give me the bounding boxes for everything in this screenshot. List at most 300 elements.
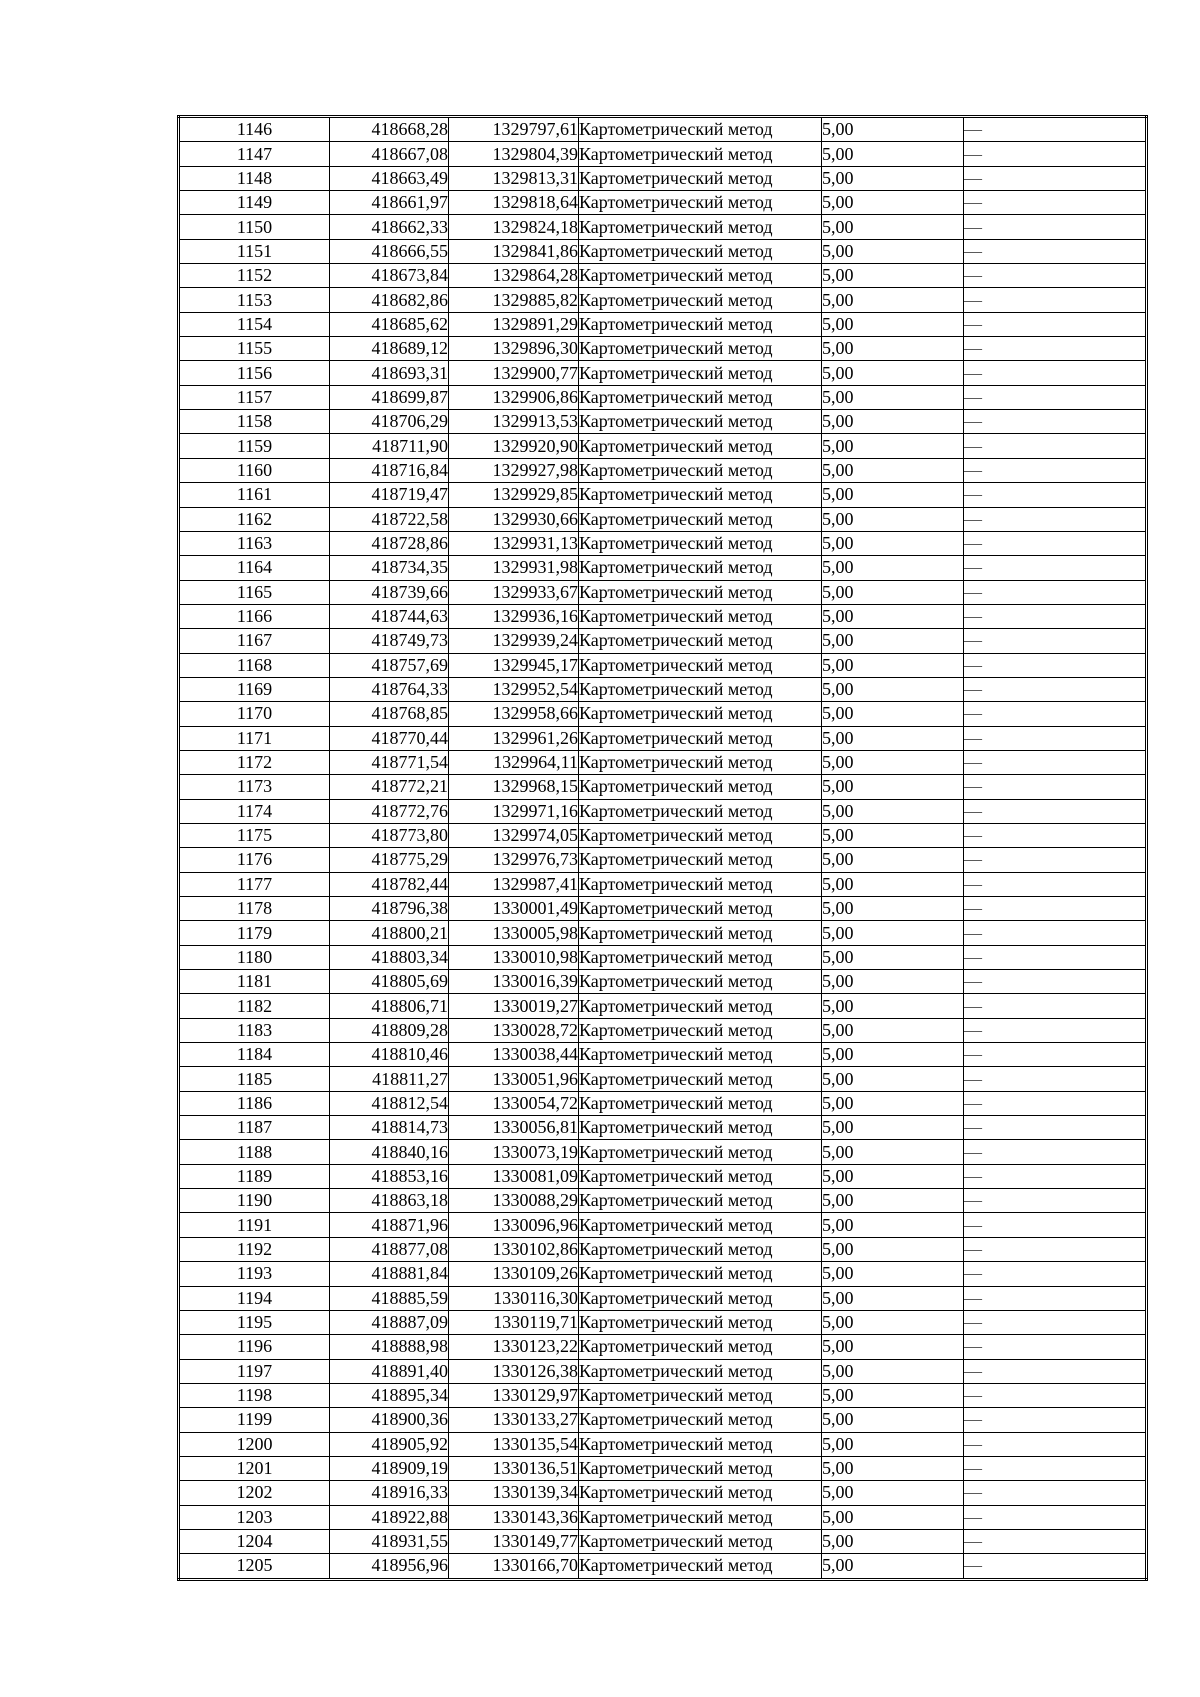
x-coordinate-cell: 418661,97	[330, 191, 449, 215]
table-row	[179, 1505, 1147, 1529]
y-coordinate-cell: 1330136,51	[449, 1456, 579, 1480]
method-cell: Картометрический метод	[579, 945, 822, 969]
accuracy-cell: 5,00	[822, 1359, 964, 1383]
point-number-cell: 1164	[179, 556, 330, 580]
y-coordinate-cell: 1329864,28	[449, 264, 579, 288]
x-coordinate-cell: 418685,62	[330, 312, 449, 336]
table-row	[179, 653, 1147, 677]
description-cell: —	[964, 994, 1147, 1018]
x-coordinate-cell: 418877,08	[330, 1237, 449, 1261]
method-cell: Картометрический метод	[579, 1262, 822, 1286]
method-cell: Картометрический метод	[579, 1018, 822, 1042]
table-row	[179, 1481, 1147, 1505]
point-number-cell: 1171	[179, 726, 330, 750]
table-row	[179, 1456, 1147, 1480]
table-row	[179, 458, 1147, 482]
table-row	[179, 434, 1147, 458]
accuracy-cell: 5,00	[822, 361, 964, 385]
description-cell: —	[964, 215, 1147, 239]
method-cell: Картометрический метод	[579, 775, 822, 799]
point-number-cell: 1149	[179, 191, 330, 215]
x-coordinate-cell: 418806,71	[330, 994, 449, 1018]
description-cell: —	[964, 312, 1147, 336]
x-coordinate-cell: 418768,85	[330, 702, 449, 726]
point-number-cell: 1147	[179, 142, 330, 166]
x-coordinate-cell: 418909,19	[330, 1456, 449, 1480]
method-cell: Картометрический метод	[579, 848, 822, 872]
x-coordinate-cell: 418931,55	[330, 1529, 449, 1553]
method-cell: Картометрический метод	[579, 1237, 822, 1261]
y-coordinate-cell: 1330088,29	[449, 1189, 579, 1213]
table-row	[179, 1067, 1147, 1091]
description-cell: —	[964, 434, 1147, 458]
y-coordinate-cell: 1329913,53	[449, 410, 579, 434]
table-row	[179, 288, 1147, 312]
y-coordinate-cell: 1329930,66	[449, 507, 579, 531]
description-cell: —	[964, 1359, 1147, 1383]
accuracy-cell: 5,00	[822, 1408, 964, 1432]
accuracy-cell: 5,00	[822, 677, 964, 701]
table-row	[179, 264, 1147, 288]
table-row	[179, 337, 1147, 361]
point-number-cell: 1190	[179, 1189, 330, 1213]
x-coordinate-cell: 418905,92	[330, 1432, 449, 1456]
x-coordinate-cell: 418739,66	[330, 580, 449, 604]
accuracy-cell: 5,00	[822, 604, 964, 628]
y-coordinate-cell: 1329987,41	[449, 872, 579, 896]
description-cell: —	[964, 1432, 1147, 1456]
description-cell: —	[964, 1140, 1147, 1164]
description-cell: —	[964, 239, 1147, 263]
method-cell: Картометрический метод	[579, 1554, 822, 1579]
accuracy-cell: 5,00	[822, 750, 964, 774]
accuracy-cell: 5,00	[822, 872, 964, 896]
table-row	[179, 1213, 1147, 1237]
x-coordinate-cell: 418770,44	[330, 726, 449, 750]
description-cell: —	[964, 507, 1147, 531]
accuracy-cell: 5,00	[822, 702, 964, 726]
method-cell: Картометрический метод	[579, 1432, 822, 1456]
accuracy-cell: 5,00	[822, 580, 964, 604]
accuracy-cell: 5,00	[822, 1164, 964, 1188]
description-cell: —	[964, 410, 1147, 434]
table-row	[179, 702, 1147, 726]
description-cell: —	[964, 1408, 1147, 1432]
y-coordinate-cell: 1330056,81	[449, 1116, 579, 1140]
x-coordinate-cell: 418728,86	[330, 531, 449, 555]
description-cell: —	[964, 1067, 1147, 1091]
description-cell: —	[964, 142, 1147, 166]
point-number-cell: 1176	[179, 848, 330, 872]
method-cell: Картометрический метод	[579, 897, 822, 921]
point-number-cell: 1181	[179, 970, 330, 994]
description-cell: —	[964, 872, 1147, 896]
x-coordinate-cell: 418956,96	[330, 1554, 449, 1579]
method-cell: Картометрический метод	[579, 1164, 822, 1188]
method-cell: Картометрический метод	[579, 750, 822, 774]
description-cell: —	[964, 604, 1147, 628]
table-row	[179, 1237, 1147, 1261]
accuracy-cell: 5,00	[822, 653, 964, 677]
accuracy-cell: 5,00	[822, 410, 964, 434]
point-number-cell: 1197	[179, 1359, 330, 1383]
point-number-cell: 1162	[179, 507, 330, 531]
x-coordinate-cell: 418922,88	[330, 1505, 449, 1529]
method-cell: Картометрический метод	[579, 604, 822, 628]
accuracy-cell: 5,00	[822, 1310, 964, 1334]
accuracy-cell: 5,00	[822, 1213, 964, 1237]
x-coordinate-cell: 418782,44	[330, 872, 449, 896]
point-number-cell: 1151	[179, 239, 330, 263]
method-cell: Картометрический метод	[579, 1043, 822, 1067]
method-cell: Картометрический метод	[579, 385, 822, 409]
y-coordinate-cell: 1330019,27	[449, 994, 579, 1018]
table-row	[179, 385, 1147, 409]
x-coordinate-cell: 418716,84	[330, 458, 449, 482]
accuracy-cell: 5,00	[822, 897, 964, 921]
accuracy-cell: 5,00	[822, 970, 964, 994]
x-coordinate-cell: 418895,34	[330, 1383, 449, 1407]
description-cell: —	[964, 264, 1147, 288]
point-number-cell: 1175	[179, 823, 330, 847]
x-coordinate-cell: 418719,47	[330, 483, 449, 507]
description-cell: —	[964, 945, 1147, 969]
accuracy-cell: 5,00	[822, 434, 964, 458]
point-number-cell: 1173	[179, 775, 330, 799]
point-number-cell: 1203	[179, 1505, 330, 1529]
description-cell: —	[964, 921, 1147, 945]
point-number-cell: 1169	[179, 677, 330, 701]
table-row	[179, 677, 1147, 701]
table-row	[179, 142, 1147, 166]
table-row	[179, 945, 1147, 969]
method-cell: Картометрический метод	[579, 629, 822, 653]
accuracy-cell: 5,00	[822, 945, 964, 969]
x-coordinate-cell: 418706,29	[330, 410, 449, 434]
x-coordinate-cell: 418771,54	[330, 750, 449, 774]
table-row	[179, 166, 1147, 190]
method-cell: Картометрический метод	[579, 1408, 822, 1432]
y-coordinate-cell: 1330102,86	[449, 1237, 579, 1261]
x-coordinate-cell: 418840,16	[330, 1140, 449, 1164]
description-cell: —	[964, 385, 1147, 409]
x-coordinate-cell: 418667,08	[330, 142, 449, 166]
method-cell: Картометрический метод	[579, 556, 822, 580]
method-cell: Картометрический метод	[579, 1286, 822, 1310]
table-row	[179, 580, 1147, 604]
accuracy-cell: 5,00	[822, 556, 964, 580]
y-coordinate-cell: 1330051,96	[449, 1067, 579, 1091]
description-cell: —	[964, 799, 1147, 823]
accuracy-cell: 5,00	[822, 1043, 964, 1067]
accuracy-cell: 5,00	[822, 1529, 964, 1553]
point-number-cell: 1158	[179, 410, 330, 434]
accuracy-cell: 5,00	[822, 1481, 964, 1505]
table-row	[179, 191, 1147, 215]
method-cell: Картометрический метод	[579, 507, 822, 531]
accuracy-cell: 5,00	[822, 1018, 964, 1042]
point-number-cell: 1153	[179, 288, 330, 312]
method-cell: Картометрический метод	[579, 823, 822, 847]
accuracy-cell: 5,00	[822, 1189, 964, 1213]
accuracy-cell: 5,00	[822, 1383, 964, 1407]
method-cell: Картометрический метод	[579, 288, 822, 312]
x-coordinate-cell: 418891,40	[330, 1359, 449, 1383]
y-coordinate-cell: 1330119,71	[449, 1310, 579, 1334]
point-number-cell: 1196	[179, 1335, 330, 1359]
x-coordinate-cell: 418814,73	[330, 1116, 449, 1140]
description-cell: —	[964, 580, 1147, 604]
y-coordinate-cell: 1330149,77	[449, 1529, 579, 1553]
y-coordinate-cell: 1329931,98	[449, 556, 579, 580]
y-coordinate-cell: 1329952,54	[449, 677, 579, 701]
table-row	[179, 897, 1147, 921]
point-number-cell: 1204	[179, 1529, 330, 1553]
method-cell: Картометрический метод	[579, 1335, 822, 1359]
y-coordinate-cell: 1330109,26	[449, 1262, 579, 1286]
method-cell: Картометрический метод	[579, 580, 822, 604]
point-number-cell: 1195	[179, 1310, 330, 1334]
description-cell: —	[964, 1554, 1147, 1579]
y-coordinate-cell: 1330081,09	[449, 1164, 579, 1188]
method-cell: Картометрический метод	[579, 1310, 822, 1334]
method-cell: Картометрический метод	[579, 215, 822, 239]
point-number-cell: 1165	[179, 580, 330, 604]
point-number-cell: 1177	[179, 872, 330, 896]
description-cell: —	[964, 726, 1147, 750]
y-coordinate-cell: 1329900,77	[449, 361, 579, 385]
method-cell: Картометрический метод	[579, 1067, 822, 1091]
description-cell: —	[964, 1043, 1147, 1067]
accuracy-cell: 5,00	[822, 1237, 964, 1261]
x-coordinate-cell: 418871,96	[330, 1213, 449, 1237]
point-number-cell: 1185	[179, 1067, 330, 1091]
y-coordinate-cell: 1329797,61	[449, 117, 579, 142]
table-row	[179, 726, 1147, 750]
point-number-cell: 1198	[179, 1383, 330, 1407]
y-coordinate-cell: 1330129,97	[449, 1383, 579, 1407]
table-row	[179, 556, 1147, 580]
method-cell: Картометрический метод	[579, 872, 822, 896]
description-cell: —	[964, 702, 1147, 726]
description-cell: —	[964, 823, 1147, 847]
table-row	[179, 750, 1147, 774]
description-cell: —	[964, 556, 1147, 580]
method-cell: Картометрический метод	[579, 483, 822, 507]
method-cell: Картометрический метод	[579, 921, 822, 945]
description-cell: —	[964, 848, 1147, 872]
point-number-cell: 1159	[179, 434, 330, 458]
y-coordinate-cell: 1330001,49	[449, 897, 579, 921]
accuracy-cell: 5,00	[822, 312, 964, 336]
y-coordinate-cell: 1330116,30	[449, 1286, 579, 1310]
description-cell: —	[964, 117, 1147, 142]
y-coordinate-cell: 1329885,82	[449, 288, 579, 312]
method-cell: Картометрический метод	[579, 1359, 822, 1383]
table-row	[179, 483, 1147, 507]
accuracy-cell: 5,00	[822, 1286, 964, 1310]
method-cell: Картометрический метод	[579, 410, 822, 434]
description-cell: —	[964, 1237, 1147, 1261]
description-cell: —	[964, 531, 1147, 555]
description-cell: —	[964, 1164, 1147, 1188]
y-coordinate-cell: 1330126,38	[449, 1359, 579, 1383]
x-coordinate-cell: 418853,16	[330, 1164, 449, 1188]
accuracy-cell: 5,00	[822, 288, 964, 312]
point-number-cell: 1192	[179, 1237, 330, 1261]
point-number-cell: 1180	[179, 945, 330, 969]
description-cell: —	[964, 1505, 1147, 1529]
x-coordinate-cell: 418693,31	[330, 361, 449, 385]
accuracy-cell: 5,00	[822, 142, 964, 166]
y-coordinate-cell: 1330028,72	[449, 1018, 579, 1042]
x-coordinate-cell: 418749,73	[330, 629, 449, 653]
table-row	[179, 215, 1147, 239]
accuracy-cell: 5,00	[822, 921, 964, 945]
description-cell: —	[964, 1383, 1147, 1407]
table-row	[179, 1383, 1147, 1407]
method-cell: Картометрический метод	[579, 337, 822, 361]
table-row	[179, 1018, 1147, 1042]
description-cell: —	[964, 653, 1147, 677]
x-coordinate-cell: 418772,76	[330, 799, 449, 823]
accuracy-cell: 5,00	[822, 1456, 964, 1480]
x-coordinate-cell: 418809,28	[330, 1018, 449, 1042]
y-coordinate-cell: 1329813,31	[449, 166, 579, 190]
description-cell: —	[964, 1189, 1147, 1213]
y-coordinate-cell: 1329961,26	[449, 726, 579, 750]
table-row	[179, 1310, 1147, 1334]
description-cell: —	[964, 337, 1147, 361]
x-coordinate-cell: 418662,33	[330, 215, 449, 239]
method-cell: Картометрический метод	[579, 1529, 822, 1553]
table-row	[179, 872, 1147, 896]
point-number-cell: 1152	[179, 264, 330, 288]
description-cell: —	[964, 458, 1147, 482]
x-coordinate-cell: 418803,34	[330, 945, 449, 969]
x-coordinate-cell: 418805,69	[330, 970, 449, 994]
method-cell: Картометрический метод	[579, 799, 822, 823]
accuracy-cell: 5,00	[822, 1091, 964, 1115]
x-coordinate-cell: 418885,59	[330, 1286, 449, 1310]
description-cell: —	[964, 750, 1147, 774]
accuracy-cell: 5,00	[822, 799, 964, 823]
point-number-cell: 1154	[179, 312, 330, 336]
y-coordinate-cell: 1329964,11	[449, 750, 579, 774]
point-number-cell: 1202	[179, 1481, 330, 1505]
description-cell: —	[964, 677, 1147, 701]
description-cell: —	[964, 1286, 1147, 1310]
table-row	[179, 1286, 1147, 1310]
x-coordinate-cell: 418810,46	[330, 1043, 449, 1067]
y-coordinate-cell: 1329936,16	[449, 604, 579, 628]
coordinates-table-body	[179, 117, 1147, 1580]
description-cell: —	[964, 1456, 1147, 1480]
table-row	[179, 604, 1147, 628]
y-coordinate-cell: 1329945,17	[449, 653, 579, 677]
x-coordinate-cell: 418663,49	[330, 166, 449, 190]
y-coordinate-cell: 1329976,73	[449, 848, 579, 872]
description-cell: —	[964, 1262, 1147, 1286]
y-coordinate-cell: 1329939,24	[449, 629, 579, 653]
point-number-cell: 1188	[179, 1140, 330, 1164]
description-cell: —	[964, 361, 1147, 385]
accuracy-cell: 5,00	[822, 458, 964, 482]
table-row	[179, 970, 1147, 994]
point-number-cell: 1187	[179, 1116, 330, 1140]
y-coordinate-cell: 1329971,16	[449, 799, 579, 823]
x-coordinate-cell: 418773,80	[330, 823, 449, 847]
point-number-cell: 1174	[179, 799, 330, 823]
method-cell: Картометрический метод	[579, 239, 822, 263]
point-number-cell: 1170	[179, 702, 330, 726]
x-coordinate-cell: 418668,28	[330, 117, 449, 142]
point-number-cell: 1182	[179, 994, 330, 1018]
x-coordinate-cell: 418734,35	[330, 556, 449, 580]
x-coordinate-cell: 418916,33	[330, 1481, 449, 1505]
point-number-cell: 1155	[179, 337, 330, 361]
table-row	[179, 1043, 1147, 1067]
description-cell: —	[964, 629, 1147, 653]
accuracy-cell: 5,00	[822, 726, 964, 750]
point-number-cell: 1183	[179, 1018, 330, 1042]
x-coordinate-cell: 418711,90	[330, 434, 449, 458]
method-cell: Картометрический метод	[579, 264, 822, 288]
table-row	[179, 1335, 1147, 1359]
point-number-cell: 1194	[179, 1286, 330, 1310]
point-number-cell: 1172	[179, 750, 330, 774]
y-coordinate-cell: 1329920,90	[449, 434, 579, 458]
method-cell: Картометрический метод	[579, 166, 822, 190]
x-coordinate-cell: 418881,84	[330, 1262, 449, 1286]
method-cell: Картометрический метод	[579, 361, 822, 385]
y-coordinate-cell: 1329927,98	[449, 458, 579, 482]
x-coordinate-cell: 418689,12	[330, 337, 449, 361]
table-row	[179, 1432, 1147, 1456]
table-row	[179, 1091, 1147, 1115]
point-number-cell: 1146	[179, 117, 330, 142]
accuracy-cell: 5,00	[822, 1554, 964, 1579]
y-coordinate-cell: 1329906,86	[449, 385, 579, 409]
accuracy-cell: 5,00	[822, 483, 964, 507]
y-coordinate-cell: 1330166,70	[449, 1554, 579, 1579]
y-coordinate-cell: 1329974,05	[449, 823, 579, 847]
accuracy-cell: 5,00	[822, 848, 964, 872]
point-number-cell: 1166	[179, 604, 330, 628]
method-cell: Картометрический метод	[579, 994, 822, 1018]
accuracy-cell: 5,00	[822, 507, 964, 531]
description-cell: —	[964, 1213, 1147, 1237]
table-row	[179, 239, 1147, 263]
table-row	[179, 1189, 1147, 1213]
table-row	[179, 312, 1147, 336]
description-cell: —	[964, 1310, 1147, 1334]
method-cell: Картометрический метод	[579, 702, 822, 726]
x-coordinate-cell: 418757,69	[330, 653, 449, 677]
point-number-cell: 1191	[179, 1213, 330, 1237]
method-cell: Картометрический метод	[579, 1140, 822, 1164]
table-row	[179, 775, 1147, 799]
x-coordinate-cell: 418673,84	[330, 264, 449, 288]
accuracy-cell: 5,00	[822, 1505, 964, 1529]
table-row	[179, 1359, 1147, 1383]
y-coordinate-cell: 1330096,96	[449, 1213, 579, 1237]
y-coordinate-cell: 1329929,85	[449, 483, 579, 507]
description-cell: —	[964, 1335, 1147, 1359]
y-coordinate-cell: 1329818,64	[449, 191, 579, 215]
y-coordinate-cell: 1329931,13	[449, 531, 579, 555]
method-cell: Картометрический метод	[579, 1481, 822, 1505]
